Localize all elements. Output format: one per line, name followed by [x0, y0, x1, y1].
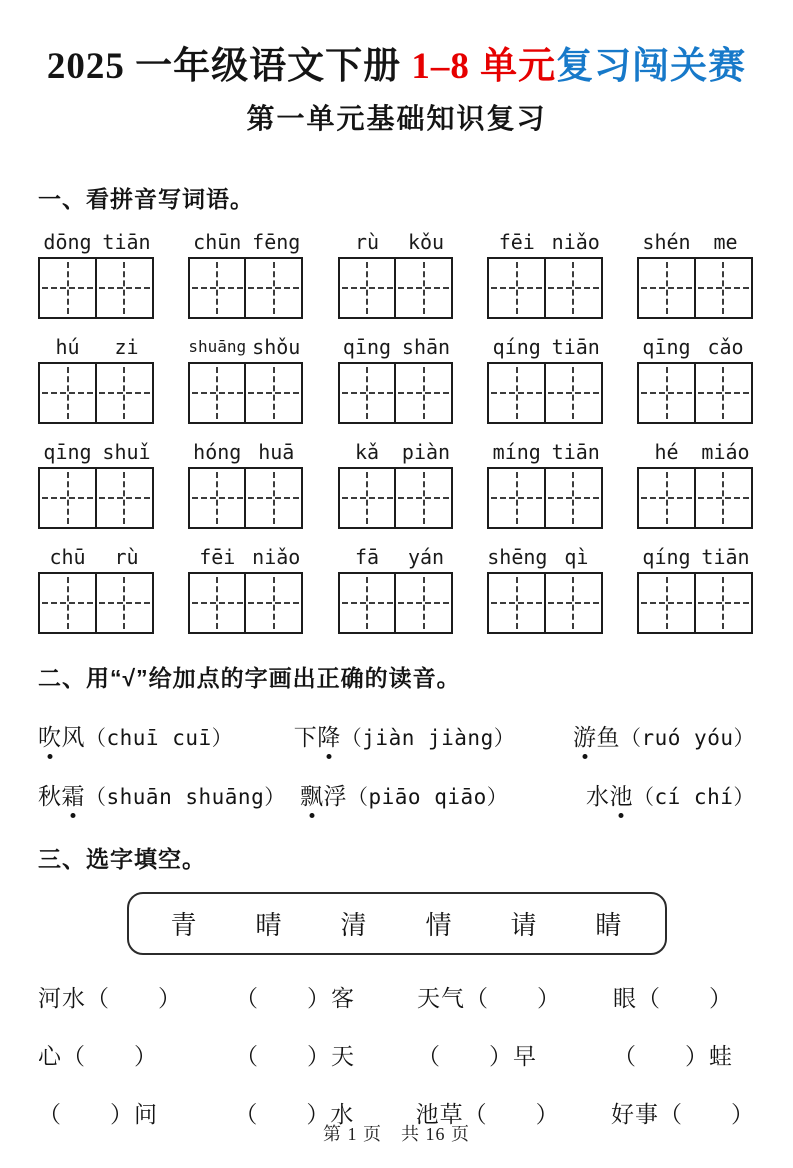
- pinyin-label: [637, 229, 755, 255]
- writing-box: [637, 257, 696, 319]
- word-characters: [586, 784, 633, 809]
- pinyin-label: [188, 229, 306, 255]
- pinyin-word-group: [38, 334, 156, 424]
- writing-box: [694, 572, 753, 634]
- writing-box-pair: [188, 467, 306, 529]
- pronunciation-options: （shuān shuāng）: [85, 784, 286, 809]
- writing-box: [637, 467, 696, 529]
- pinyin-syllable: piàn: [401, 439, 451, 464]
- pronunciation-item: [38, 719, 294, 752]
- writing-box: [394, 362, 453, 424]
- word-characters: [300, 784, 347, 809]
- dotted-character: 游: [573, 719, 597, 752]
- bank-character: 清: [340, 910, 368, 940]
- writing-box: [394, 467, 453, 529]
- worksheet-page: [0, 46, 793, 1129]
- pinyin-syllable: shān: [401, 334, 451, 359]
- pinyin-syllable: rù: [354, 229, 380, 254]
- writing-box: [487, 362, 546, 424]
- word-characters: [38, 725, 85, 750]
- pinyin-syllable: qì: [564, 544, 589, 569]
- writing-box-pair: [637, 362, 755, 424]
- writing-box: [637, 572, 696, 634]
- writing-box: [694, 257, 753, 319]
- pinyin-syllable: fēi: [498, 229, 535, 254]
- writing-box-pair: [338, 467, 456, 529]
- pinyin-syllable: yán: [407, 544, 445, 569]
- pinyin-word-group: [38, 439, 156, 529]
- section-3-heading: 三、选字填空。: [38, 845, 206, 872]
- writing-box: [95, 362, 154, 424]
- writing-box: [38, 467, 97, 529]
- word-character: 风: [61, 724, 85, 750]
- pinyin-label: [38, 439, 156, 465]
- bank-character: 睛: [595, 910, 623, 940]
- pronunciation-row: [38, 719, 755, 752]
- pinyin-word-group: [637, 544, 755, 634]
- pinyin-label: [188, 439, 306, 465]
- pinyin-label: [487, 439, 605, 465]
- dotted-character: 池: [610, 778, 634, 811]
- page-title: [38, 46, 755, 89]
- pronunciation-item: [300, 778, 586, 811]
- pinyin-syllable: hú: [55, 334, 80, 359]
- pinyin-label: [637, 334, 755, 360]
- pinyin-word-group: [188, 229, 306, 319]
- word-character: 水: [586, 783, 610, 809]
- pinyin-syllable: míng: [492, 439, 541, 464]
- fill-blank-area: [38, 980, 755, 1129]
- pronunciation-item: [38, 778, 300, 811]
- pinyin-label: [188, 334, 306, 360]
- pinyin-label: [487, 544, 605, 570]
- fill-blank-cell: 心（ ）: [38, 1043, 158, 1069]
- fill-blank-cell: （ ）蛙: [613, 1043, 733, 1069]
- pronunciation-item: [294, 719, 573, 752]
- writing-box: [487, 467, 546, 529]
- title-part-black: 2025 一年级语文下册: [46, 46, 412, 87]
- pronunciation-item: [586, 778, 755, 811]
- writing-box: [487, 572, 546, 634]
- writing-box-pair: [188, 362, 306, 424]
- writing-box-pair: [188, 257, 306, 319]
- writing-box-pair: [338, 362, 456, 424]
- dotted-character: 飘: [300, 778, 324, 811]
- pinyin-syllable: fā: [354, 544, 380, 569]
- pinyin-syllable: qīng: [43, 439, 92, 464]
- pinyin-word-group: [487, 334, 605, 424]
- pinyin-syllable: fēng: [252, 229, 301, 254]
- writing-box: [637, 362, 696, 424]
- word-character: 鱼: [596, 724, 620, 750]
- pronunciation-options: （cí chí）: [633, 784, 755, 809]
- fill-blank-cell: （ ）天: [235, 1043, 355, 1069]
- writing-box: [338, 257, 397, 319]
- bank-character: 请: [510, 910, 538, 940]
- pinyin-label: [338, 229, 456, 255]
- pinyin-syllable: shǒu: [252, 334, 301, 359]
- fill-blank-cell: 池草（ ）: [415, 1101, 560, 1127]
- pinyin-label: [338, 439, 456, 465]
- writing-box: [188, 572, 247, 634]
- pinyin-label: [338, 334, 456, 360]
- dotted-character: 吹: [38, 719, 62, 752]
- fill-blank-cell: 天气（ ）: [417, 985, 561, 1011]
- writing-box: [38, 257, 97, 319]
- writing-box-pair: [38, 572, 156, 634]
- writing-box: [394, 572, 453, 634]
- writing-box-pair: [487, 257, 605, 319]
- pronunciation-options: （ruó yóu）: [619, 725, 755, 750]
- writing-box: [694, 362, 753, 424]
- pronunciation-options: （jiàn jiàng）: [340, 725, 516, 750]
- pinyin-syllable: tiān: [551, 439, 600, 464]
- pinyin-word-group: [487, 439, 605, 529]
- word-characters: [294, 725, 341, 750]
- pinyin-label: [38, 334, 156, 360]
- pinyin-word-group: [338, 544, 456, 634]
- writing-box: [544, 362, 603, 424]
- pinyin-syllable: qíng: [492, 334, 541, 359]
- writing-box: [188, 362, 247, 424]
- fill-blank-cell: （ ）问: [38, 1101, 158, 1127]
- writing-box: [244, 257, 303, 319]
- pinyin-label: [637, 439, 755, 465]
- pinyin-label: [487, 229, 605, 255]
- pinyin-word-group: [487, 229, 605, 319]
- writing-box-pair: [637, 467, 755, 529]
- pinyin-syllable: hóng: [193, 439, 242, 464]
- writing-box-pair: [487, 572, 605, 634]
- pinyin-syllable: kǎ: [354, 439, 380, 464]
- pinyin-syllable: tiān: [102, 229, 151, 254]
- pinyin-syllable: dōng: [43, 229, 92, 254]
- pronunciation-options: （piāo qiāo）: [347, 784, 509, 809]
- pinyin-syllable: zi: [114, 334, 139, 359]
- pinyin-syllable: chū: [49, 544, 86, 569]
- pinyin-word-row: [38, 229, 755, 319]
- pinyin-syllable: me: [713, 229, 738, 254]
- section-2-heading: 二、用“√”给加点的字画出正确的读音。: [38, 664, 461, 691]
- pinyin-word-group: [637, 229, 755, 319]
- writing-box-pair: [487, 362, 605, 424]
- title-part-red: 1–8 单元: [411, 46, 557, 87]
- pinyin-word-row: [38, 439, 755, 529]
- pinyin-label: [38, 229, 156, 255]
- writing-box: [244, 362, 303, 424]
- pronunciation-item: [573, 719, 755, 752]
- page-footer: 第 1 页 共 16 页: [323, 1124, 470, 1144]
- pinyin-word-group: [338, 334, 456, 424]
- writing-box: [38, 362, 97, 424]
- pinyin-syllable: shuǐ: [102, 439, 151, 464]
- word-characters: [38, 784, 85, 809]
- pinyin-syllable: rù: [114, 544, 139, 569]
- pinyin-word-group: [188, 544, 306, 634]
- writing-box-pair: [188, 572, 306, 634]
- bank-character: 青: [170, 910, 198, 940]
- page-subtitle: 第一单元基础知识复习: [246, 103, 547, 135]
- bank-character: 晴: [255, 910, 283, 940]
- writing-box: [394, 257, 453, 319]
- pinyin-syllable: kǒu: [407, 229, 445, 254]
- pinyin-word-group: [487, 544, 605, 634]
- pinyin-word-group: [38, 229, 156, 319]
- writing-box-pair: [637, 257, 755, 319]
- pinyin-label: [487, 334, 605, 360]
- writing-box-pair: [338, 572, 456, 634]
- pinyin-syllable: tiān: [551, 334, 600, 359]
- fill-blank-row: [38, 980, 755, 1013]
- writing-box-pair: [38, 467, 156, 529]
- pinyin-label: [338, 544, 456, 570]
- writing-box: [544, 257, 603, 319]
- word-character: 秋: [38, 783, 62, 809]
- fill-blank-cell: （ ）早: [417, 1043, 537, 1069]
- pronunciation-choice-area: [38, 719, 755, 811]
- writing-box: [95, 572, 154, 634]
- writing-box: [38, 572, 97, 634]
- fill-blank-row: [38, 1038, 755, 1071]
- dotted-character: 霜: [62, 778, 86, 811]
- title-part-blue: 复习闯关赛: [556, 46, 747, 87]
- writing-box: [188, 257, 247, 319]
- writing-box: [544, 467, 603, 529]
- writing-box-pair: [487, 467, 605, 529]
- pinyin-syllable: qīng: [342, 334, 392, 359]
- writing-box: [95, 257, 154, 319]
- bank-character: 情: [425, 910, 453, 940]
- pinyin-label: [637, 544, 755, 570]
- pinyin-word-row: [38, 334, 755, 424]
- pinyin-syllable: miáo: [701, 439, 750, 464]
- writing-box: [95, 467, 154, 529]
- pinyin-label: [188, 544, 306, 570]
- writing-box-pair: [38, 362, 156, 424]
- writing-box: [244, 572, 303, 634]
- pronunciation-row: [38, 778, 755, 811]
- pinyin-word-group: [338, 439, 456, 529]
- pinyin-word-group: [188, 439, 306, 529]
- writing-box: [188, 467, 247, 529]
- pinyin-syllable: cǎo: [707, 334, 744, 359]
- character-bank: [127, 892, 667, 955]
- fill-blank-cell: （ ）水: [234, 1101, 355, 1127]
- writing-box: [544, 572, 603, 634]
- pinyin-word-row: [38, 544, 755, 634]
- pinyin-word-group: [38, 544, 156, 634]
- pinyin-syllable: qīng: [642, 334, 691, 359]
- pinyin-syllable: tiān: [701, 544, 750, 569]
- pronunciation-options: （chuī cuī）: [85, 725, 234, 750]
- pinyin-word-grid: [38, 229, 755, 634]
- word-characters: [573, 725, 620, 750]
- section-1-heading: 一、看拼音写词语。: [38, 185, 254, 212]
- fill-blank-cell: 河水（ ）: [38, 985, 182, 1011]
- pinyin-syllable: fēi: [199, 544, 236, 569]
- writing-box: [338, 362, 397, 424]
- pinyin-word-group: [637, 439, 755, 529]
- pinyin-syllable: shēng: [487, 544, 548, 569]
- pinyin-syllable: niǎo: [551, 229, 600, 254]
- pinyin-syllable: hé: [654, 439, 679, 464]
- pinyin-word-group: [338, 229, 456, 319]
- pinyin-syllable: chūn: [193, 229, 242, 254]
- dotted-character: 降: [317, 719, 341, 752]
- writing-box: [338, 572, 397, 634]
- fill-blank-cell: 眼（ ）: [613, 985, 733, 1011]
- writing-box: [487, 257, 546, 319]
- writing-box: [244, 467, 303, 529]
- fill-blank-cell: 好事（ ）: [610, 1101, 755, 1127]
- writing-box: [694, 467, 753, 529]
- word-character: 浮: [323, 783, 347, 809]
- word-character: 下: [293, 724, 318, 750]
- pinyin-syllable: qíng: [642, 544, 691, 569]
- writing-box: [338, 467, 397, 529]
- fill-blank-cell: （ ）客: [235, 985, 355, 1011]
- pinyin-syllable: shén: [642, 229, 691, 254]
- writing-box-pair: [637, 572, 755, 634]
- writing-box-pair: [38, 257, 156, 319]
- pinyin-word-group: [637, 334, 755, 424]
- writing-box-pair: [338, 257, 456, 319]
- pinyin-word-group: [188, 334, 306, 424]
- pinyin-syllable: niǎo: [252, 544, 301, 569]
- pinyin-syllable: shuāng: [188, 336, 247, 356]
- pinyin-label: [38, 544, 156, 570]
- pinyin-syllable: huā: [258, 439, 295, 464]
